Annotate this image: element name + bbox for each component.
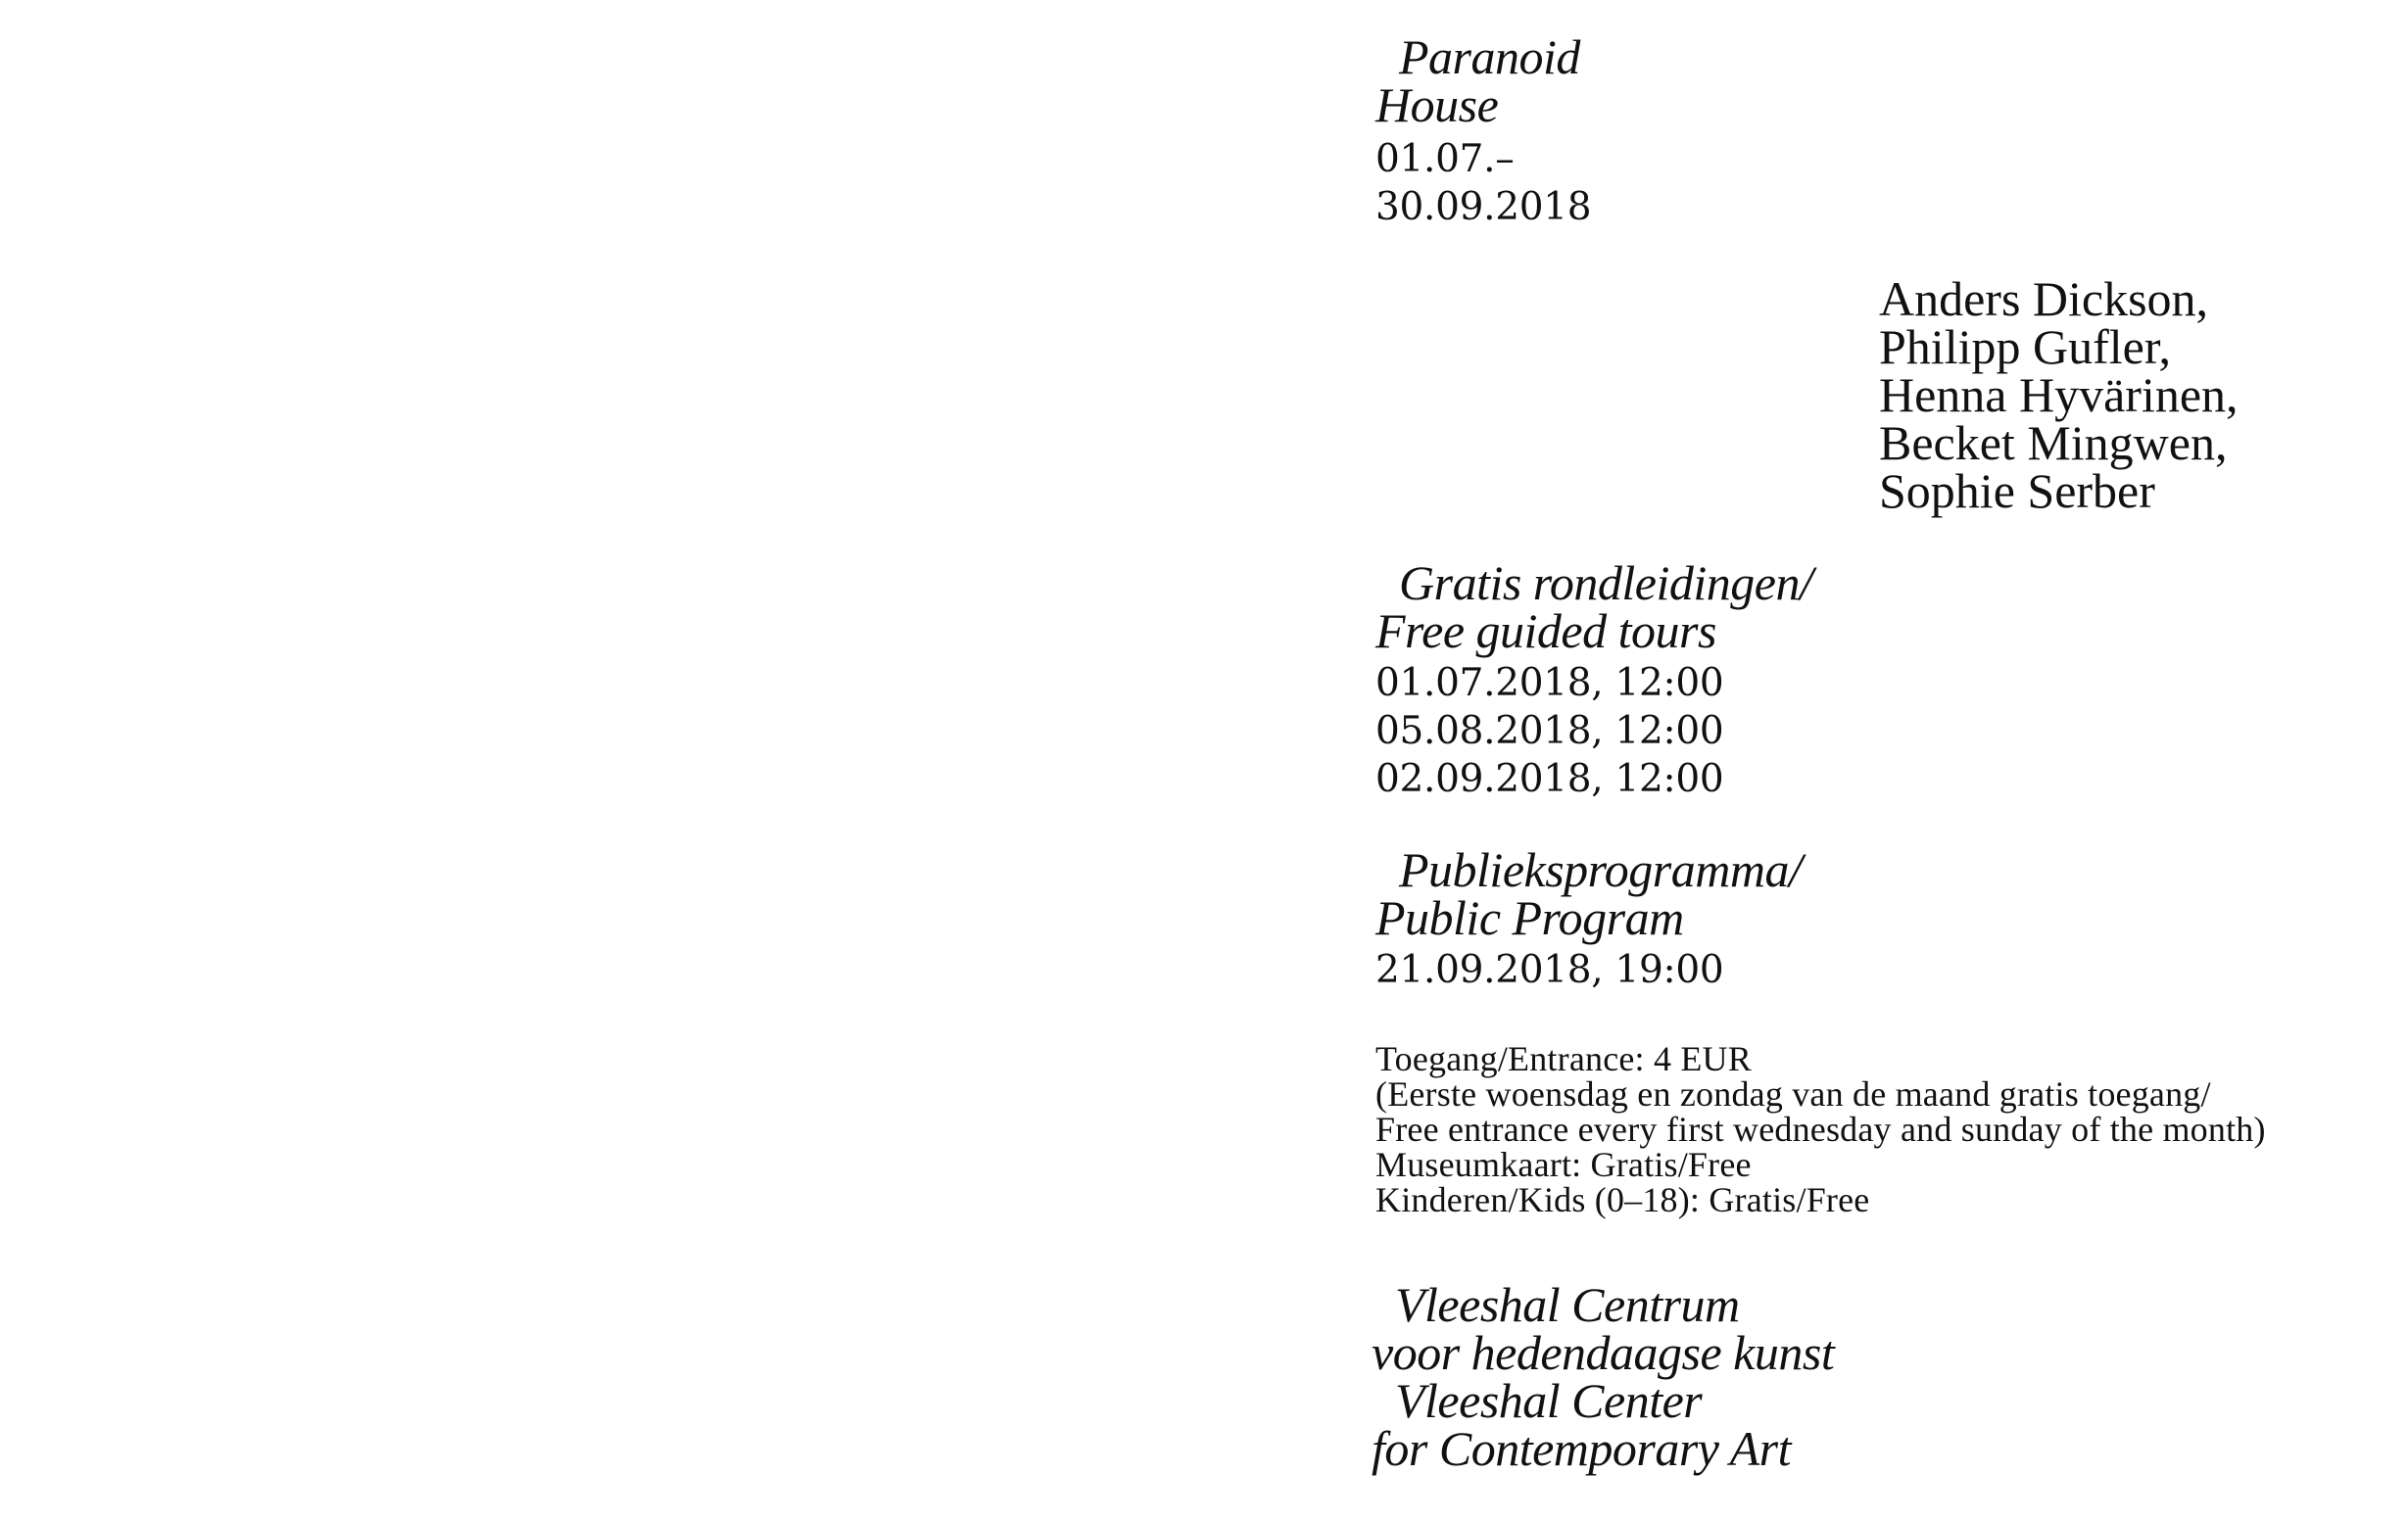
tours-heading bbox=[1375, 555, 1813, 658]
venue-name bbox=[1372, 1277, 1835, 1476]
entrance-note-nl: (Eerste woensdag en zondag van de maand gratis toegang/ bbox=[1375, 1074, 2211, 1114]
exhibition-title bbox=[1375, 29, 1580, 132]
artist-list bbox=[1879, 271, 2239, 518]
exhibition-dates bbox=[1375, 135, 1591, 231]
artist-name: Henna Hyvärinen, bbox=[1879, 367, 2239, 422]
venue-line4: for Contemporary Art bbox=[1372, 1421, 1791, 1476]
exhibition-title-line2: House bbox=[1375, 77, 1499, 132]
venue-line3: Vleeshal Center bbox=[1395, 1373, 1703, 1428]
entrance-info bbox=[1375, 1041, 2266, 1217]
program-date-text: 21.09.2018, 19:00 bbox=[1375, 948, 1724, 992]
tour-date: 05.08.2018, 12:00 bbox=[1375, 709, 1724, 753]
tours-heading-line1: Gratis rondleidingen/ bbox=[1399, 555, 1813, 610]
artist-name: Sophie Serber bbox=[1879, 463, 2155, 518]
entrance-note-en: Free entrance every first wednesday and sunday of the month) bbox=[1375, 1110, 2266, 1149]
tour-date: 01.07.2018, 12:00 bbox=[1375, 661, 1724, 705]
artist-name: Philipp Gufler, bbox=[1879, 319, 2171, 374]
venue-line2: voor hedendaagse kunst bbox=[1372, 1325, 1835, 1380]
tour-date: 02.09.2018, 12:00 bbox=[1375, 757, 1724, 801]
entrance-museumkaart: Museumkaart: Gratis/Free bbox=[1375, 1145, 1752, 1184]
entrance-price: Toegang/Entrance: 4 EUR bbox=[1375, 1039, 1752, 1078]
program-heading-line2: Public Program bbox=[1375, 890, 1684, 945]
artist-name: Anders Dickson, bbox=[1879, 271, 2209, 326]
venue-line1: Vleeshal Centrum bbox=[1395, 1277, 1740, 1332]
tours-heading-line2: Free guided tours bbox=[1375, 603, 1716, 658]
program-heading bbox=[1375, 842, 1803, 945]
entrance-kids: Kinderen/Kids (0–18): Gratis/Free bbox=[1375, 1180, 1870, 1219]
program-date bbox=[1375, 946, 1723, 994]
program-heading-line1: Publieksprogramma/ bbox=[1399, 842, 1803, 897]
exhibition-date-end: 30.09.2018 bbox=[1375, 185, 1592, 229]
exhibition-title-line1: Paranoid bbox=[1399, 29, 1580, 84]
exhibition-date-start: 01.07.– bbox=[1375, 137, 1515, 181]
tours-dates bbox=[1375, 659, 1723, 803]
artist-name: Becket Mingwen, bbox=[1879, 415, 2228, 470]
